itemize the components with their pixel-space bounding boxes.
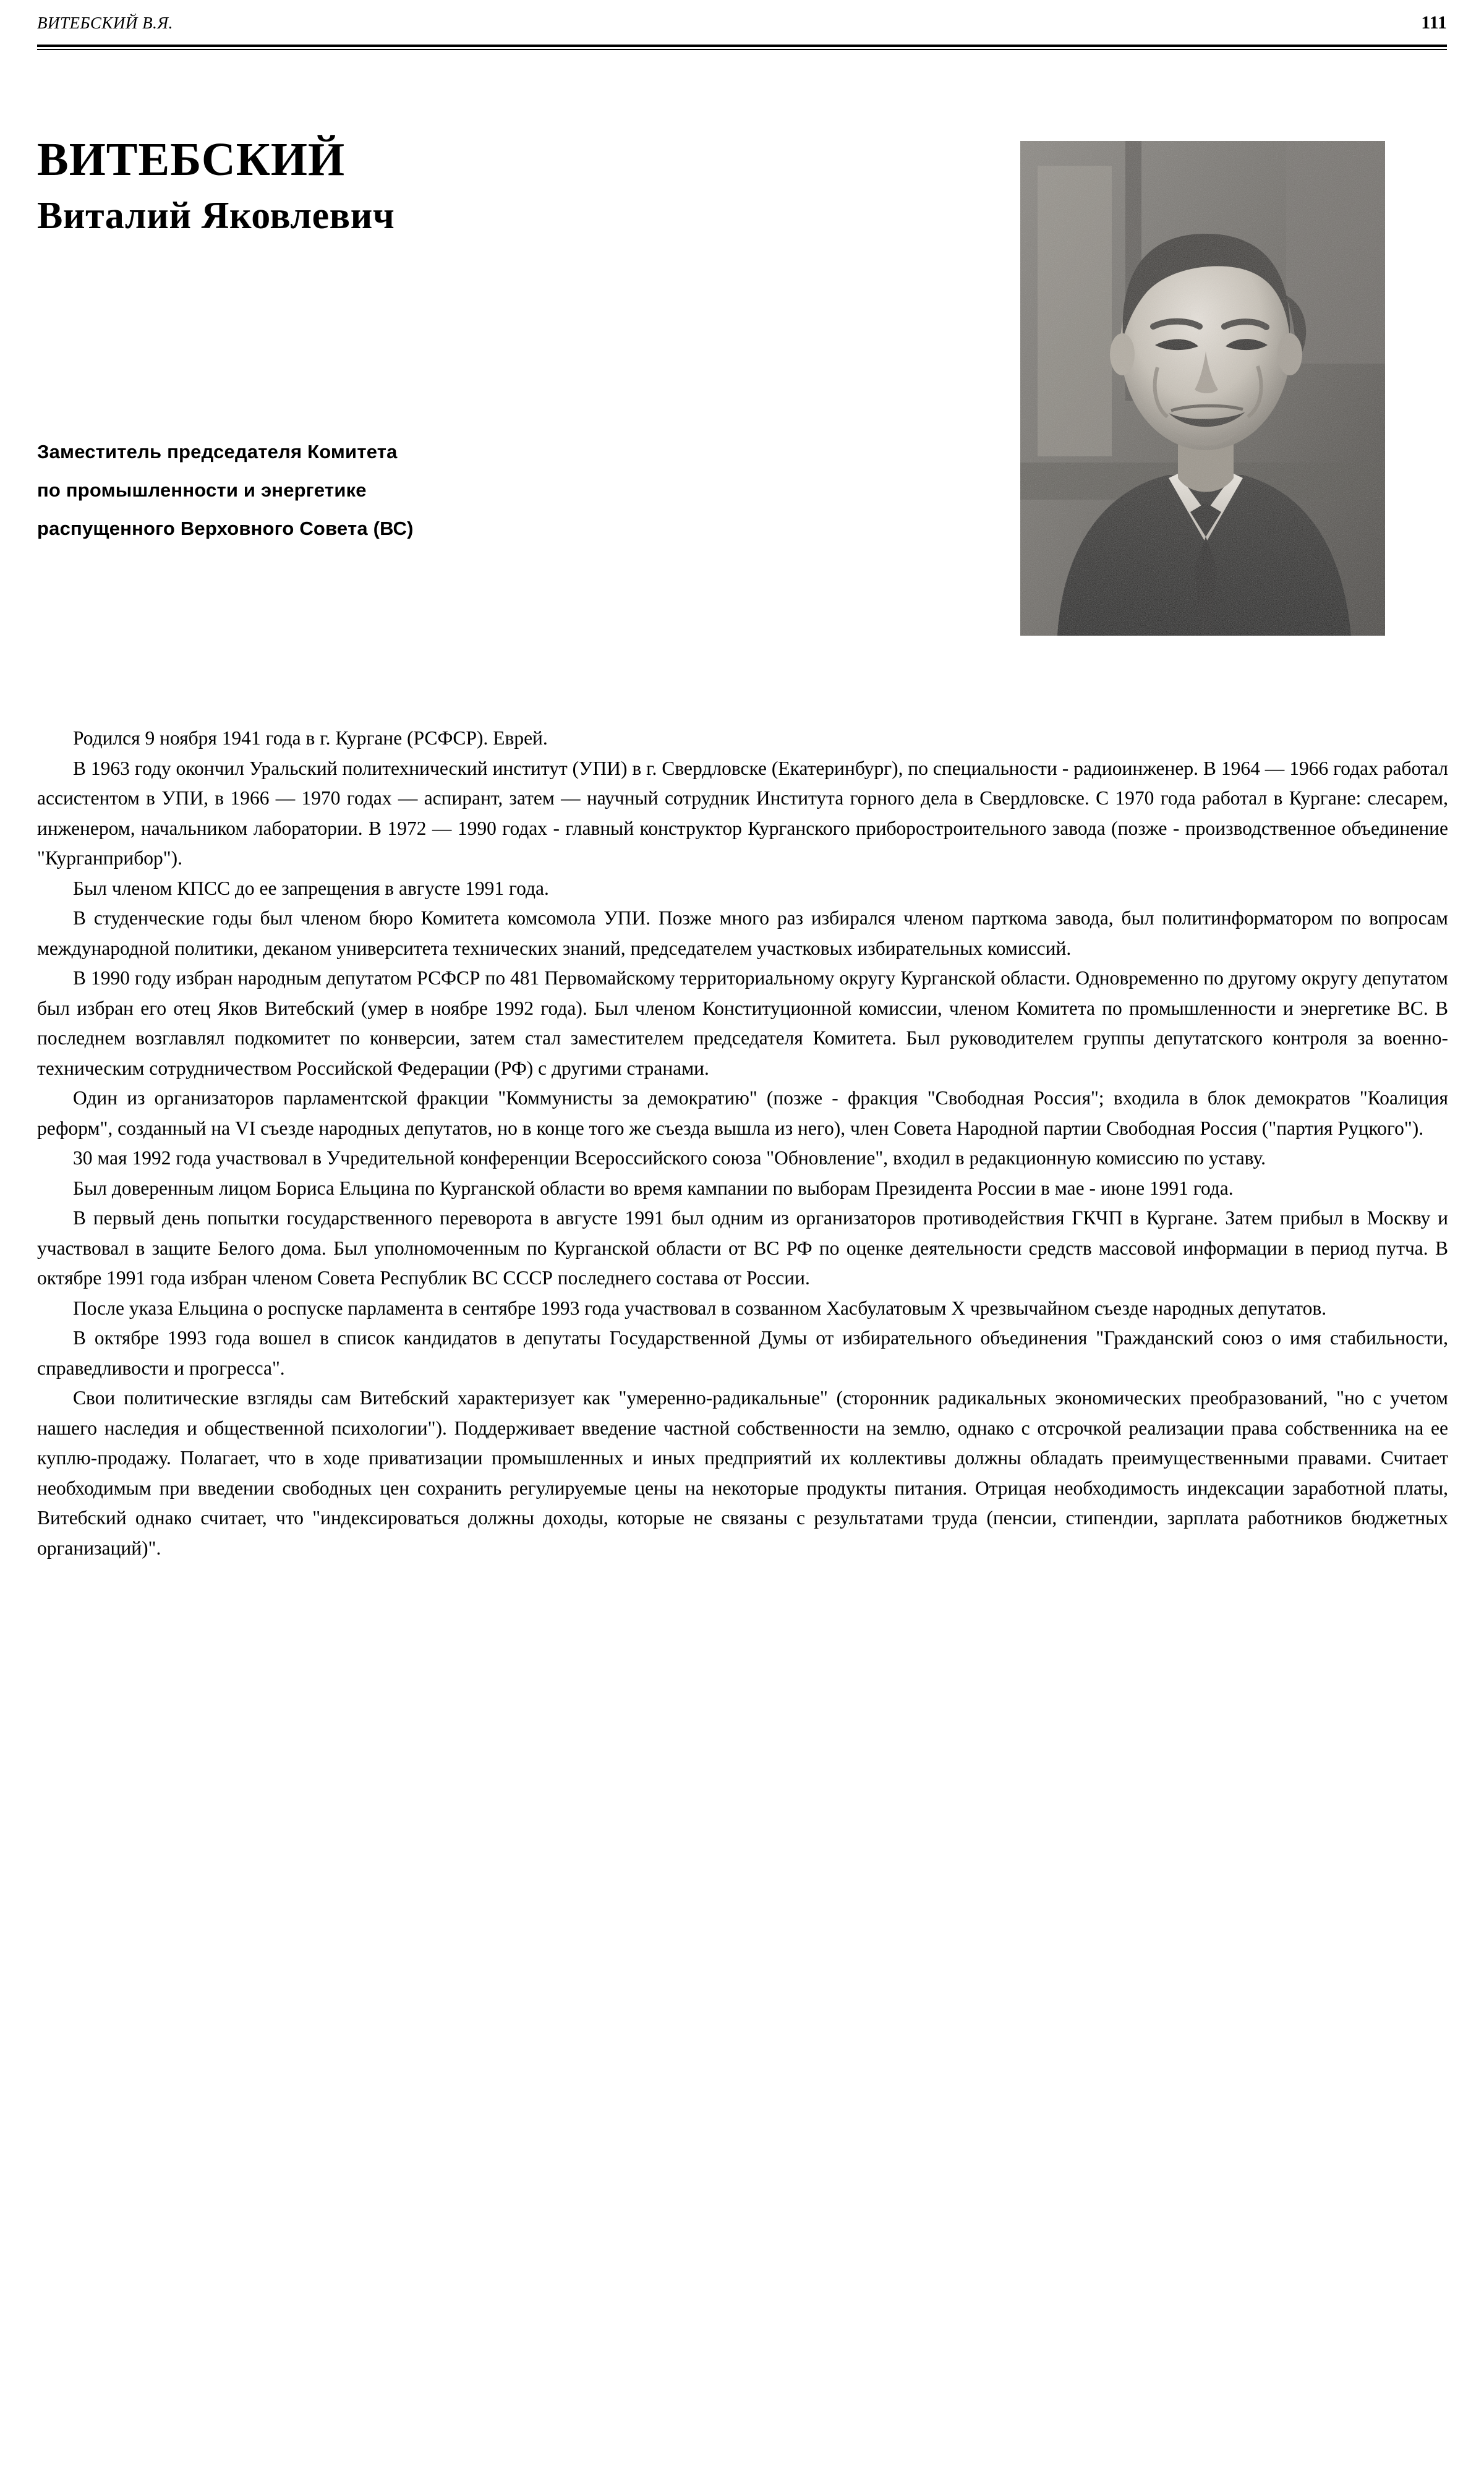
page-number: 111 (1421, 12, 1447, 33)
paragraph: В октябре 1993 года вошел в список кандидатов в депутаты Государственной Думы от избирательного объединения "Гражданский союз о имя стабильности, справедливости и прогресса". (37, 1327, 1448, 1379)
entry-title (37, 133, 952, 239)
paragraph: Был доверенным лицом Бориса Ельцина по Курганской области во время кампании по выборам Президента России в мае - июне 1991 года. (73, 1177, 1234, 1199)
given-names: Виталий Яковлевич (37, 195, 395, 237)
position-line-2: по промышленности и энергетике (37, 479, 367, 501)
paragraph: В 1990 году избран народным депутатом РСФСР по 481 Первомайскому территориальному округу Курганской области. Одновременно по другому округу депутатом был избран его отец Яков Витебский (умер в ноябре 1992 года). Был членом Конституционной комиссии, членом Комитета по промышленности и энергетике ВС. В последнем возглавлял подкомитет по конверсии, затем стал заместителем председателя Комитета. Был руководителем группы депутатского контроля за военно-техническим сотрудничеством Российской Федерации (РФ) с другими странами. (37, 967, 1448, 1079)
paragraph: После указа Ельцина о роспуске парламента в сентябре 1993 года участвовал в созванном Хасбулатовым X чрезвычайном съезде народных депутатов. (73, 1297, 1327, 1319)
paragraph: Был членом КПСС до ее запрещения в августе 1991 года. (73, 877, 549, 899)
paragraph: Один из организаторов парламентской фракции "Коммунисты за демократию" (позже - фракция "Свободная Россия"; входила в блок демократов "Коалиция реформ", созданный на VI съезде народных депутатов, но в конце того же съезда вышла из него), член Совета Народной партии Свободная Россия ("партия Руцкого"). (37, 1087, 1448, 1139)
paragraph: Родился 9 ноября 1941 года в г. Кургане (РСФСР). Еврей. (73, 727, 548, 749)
paragraph: Свои политические взгляды сам Витебский характеризует как "умеренно-радикальные" (сторонник радикальных экономических преобразований, "но с учетом нашего наследия и общественной психологии"). Поддерживает введение частной собственности на землю, однако с отсрочкой реализации права собственника на ее куплю-продажу. Полагает, что в ходе приватизации промышленных и иных предприятий их коллективы должны обладать преимущественными правами. Считает необходимым при введении свободных цен сохранить регулируемые цены на некоторые продукты питания. Отрицая необходимость индексации заработной платы, Витебский однако считает, что "индексироваться должны доходы, которые не связаны с результатами труда (пенсии, стипендии, зарплата работников бюджетных организаций)". (37, 1387, 1448, 1559)
page-title: ВИТЕБСКИЙ (37, 134, 346, 186)
page-header (37, 12, 1447, 33)
header-divider (37, 45, 1447, 50)
position-line-3: распущенного Верховного Совета (ВС) (37, 518, 414, 539)
position-description (37, 433, 965, 548)
paragraph: В 1963 году окончил Уральский политехнический институт (УПИ) в г. Свердловске (Екатеринбург), по специальности - радиоинженер. В 1964 — 1966 годах работал ассистентом в УПИ, в 1966 — 1970 годах — аспирант, затем — научный сотрудник Института горного дела в Свердловске. С 1970 года работал в Кургане: слесарем, инженером, начальником лаборатории. В 1972 — 1990 годах - главный конструктор Курганского приборостроительного завода (позже - производственное объединение "Курганприбор"). (37, 757, 1448, 869)
portrait-photo (1020, 141, 1385, 636)
position-line-1: Заместитель председателя Комитета (37, 441, 398, 463)
running-head: ВИТЕБСКИЙ В.Я. (37, 14, 173, 32)
paragraph: 30 мая 1992 года участвовал в Учредительной конференции Всероссийского союза "Обновление", входил в редакционную комиссию по уставу. (73, 1147, 1266, 1169)
paragraph: В студенческие годы был членом бюро Комитета комсомола УПИ. Позже много раз избирался членом парткома завода, был политинформатором по вопросам международной политики, деканом университета технических знаний, председателем участковых избирательных комиссий. (37, 907, 1448, 959)
paragraph: В первый день попытки государственного переворота в августе 1991 был одним из организаторов противодействия ГКЧП в Кургане. Затем прибыл в Москву и участвовал в защите Белого дома. Был уполномоченным по Курганской области от ВС РФ по оценке деятельности средств массовой информации в период путча. В октябре 1991 года избран членом Совета Республик ВС СССР последнего состава от России. (37, 1207, 1448, 1289)
entry-body (37, 723, 1448, 1563)
